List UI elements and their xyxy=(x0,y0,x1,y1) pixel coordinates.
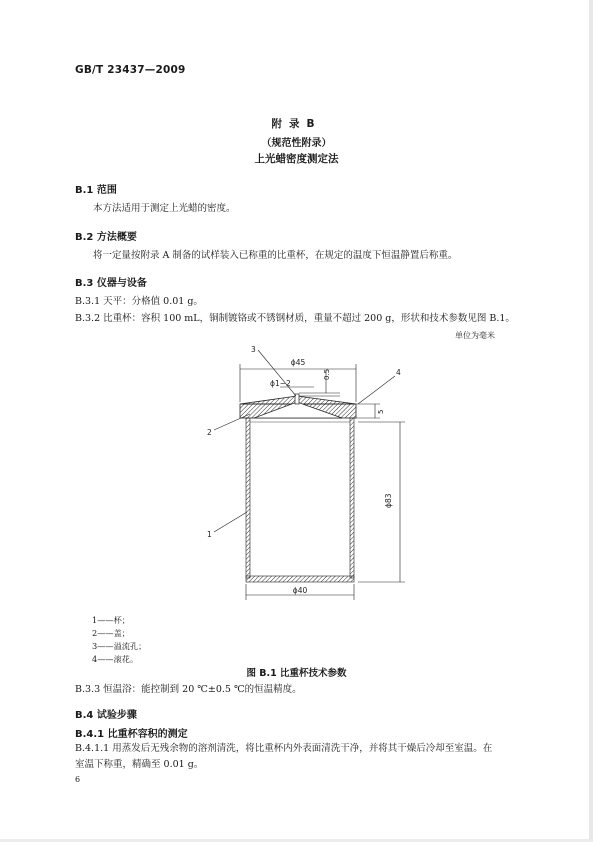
appendix-name: 上光蜡密度测定法 xyxy=(254,153,339,165)
legend-item-overflow-hole: 3——溢流孔； xyxy=(92,641,147,651)
section-b1-text: 本方法适用于测定上光蜡的密度。 xyxy=(93,203,236,214)
cup-diagram xyxy=(200,342,430,610)
appendix-type: （规范性附录） xyxy=(261,138,332,149)
section-b2-text: 将一定量按附录 A 制备的试样装入已称重的比重杯，在规定的温度下恒温静置后称重。 xyxy=(93,250,458,261)
page-number: 6 xyxy=(75,775,81,784)
section-b32-text: B.3.2 比重杯：容积 100 mL，铜制镀铬或不锈钢材质，重量不超过 200 g，形状和技术参数见图 B.1。 xyxy=(75,313,515,324)
callout-2: 2 xyxy=(207,428,212,437)
standard-number: GB/T 23437—2009 xyxy=(75,64,186,76)
section-b4-heading: B.4 试验步骤 xyxy=(75,710,137,721)
section-b411-line1: B.4.1.1 用蒸发后无残余物的溶剂清洗，将比重杯内外表面清洗干净，并将其干燥后冷却至室温。在 xyxy=(75,743,493,754)
dim-top-diameter: ϕ45 xyxy=(290,358,306,367)
callout-3: 3 xyxy=(251,345,256,354)
cup-body xyxy=(246,418,354,582)
section-b33-text: B.3.3 恒温浴：能控制到 20 ℃±0.5 ℃的恒温精度。 xyxy=(75,684,302,695)
unit-note: 单位为毫米 xyxy=(455,331,495,340)
section-b3-heading: B.3 仪器与设备 xyxy=(75,278,147,289)
dim-bottom-diameter: ϕ40 xyxy=(292,586,308,595)
section-b411-line2: 室温下称重，精确至 0.01 g。 xyxy=(75,759,204,770)
section-b1-heading: B.1 范围 xyxy=(75,185,117,196)
section-b31-text: B.3.1 天平：分格值 0.01 g。 xyxy=(75,296,203,307)
section-b2-heading: B.2 方法概要 xyxy=(75,232,137,243)
section-b41-heading: B.4.1 比重杯容积的测定 xyxy=(75,729,188,740)
callout-4: 4 xyxy=(396,368,401,377)
dim-offset: 0.5 xyxy=(323,368,331,380)
legend-item-lid: 2——盖； xyxy=(92,628,130,638)
dim-hole-diameter: ϕ1~2 xyxy=(270,379,291,388)
dim-lid-height: 5 xyxy=(377,409,385,414)
appendix-title: 附录B xyxy=(271,118,322,130)
legend-item-cup: 1——杯； xyxy=(92,615,130,625)
callout-leaders xyxy=(214,350,395,532)
figure-caption: 图 B.1 比重杯技术参数 xyxy=(246,668,347,679)
dim-height: ϕ83 xyxy=(384,493,393,508)
callout-1: 1 xyxy=(207,530,212,539)
cup-lid xyxy=(240,394,356,418)
legend-item-knurling: 4——滚花。 xyxy=(92,654,139,664)
